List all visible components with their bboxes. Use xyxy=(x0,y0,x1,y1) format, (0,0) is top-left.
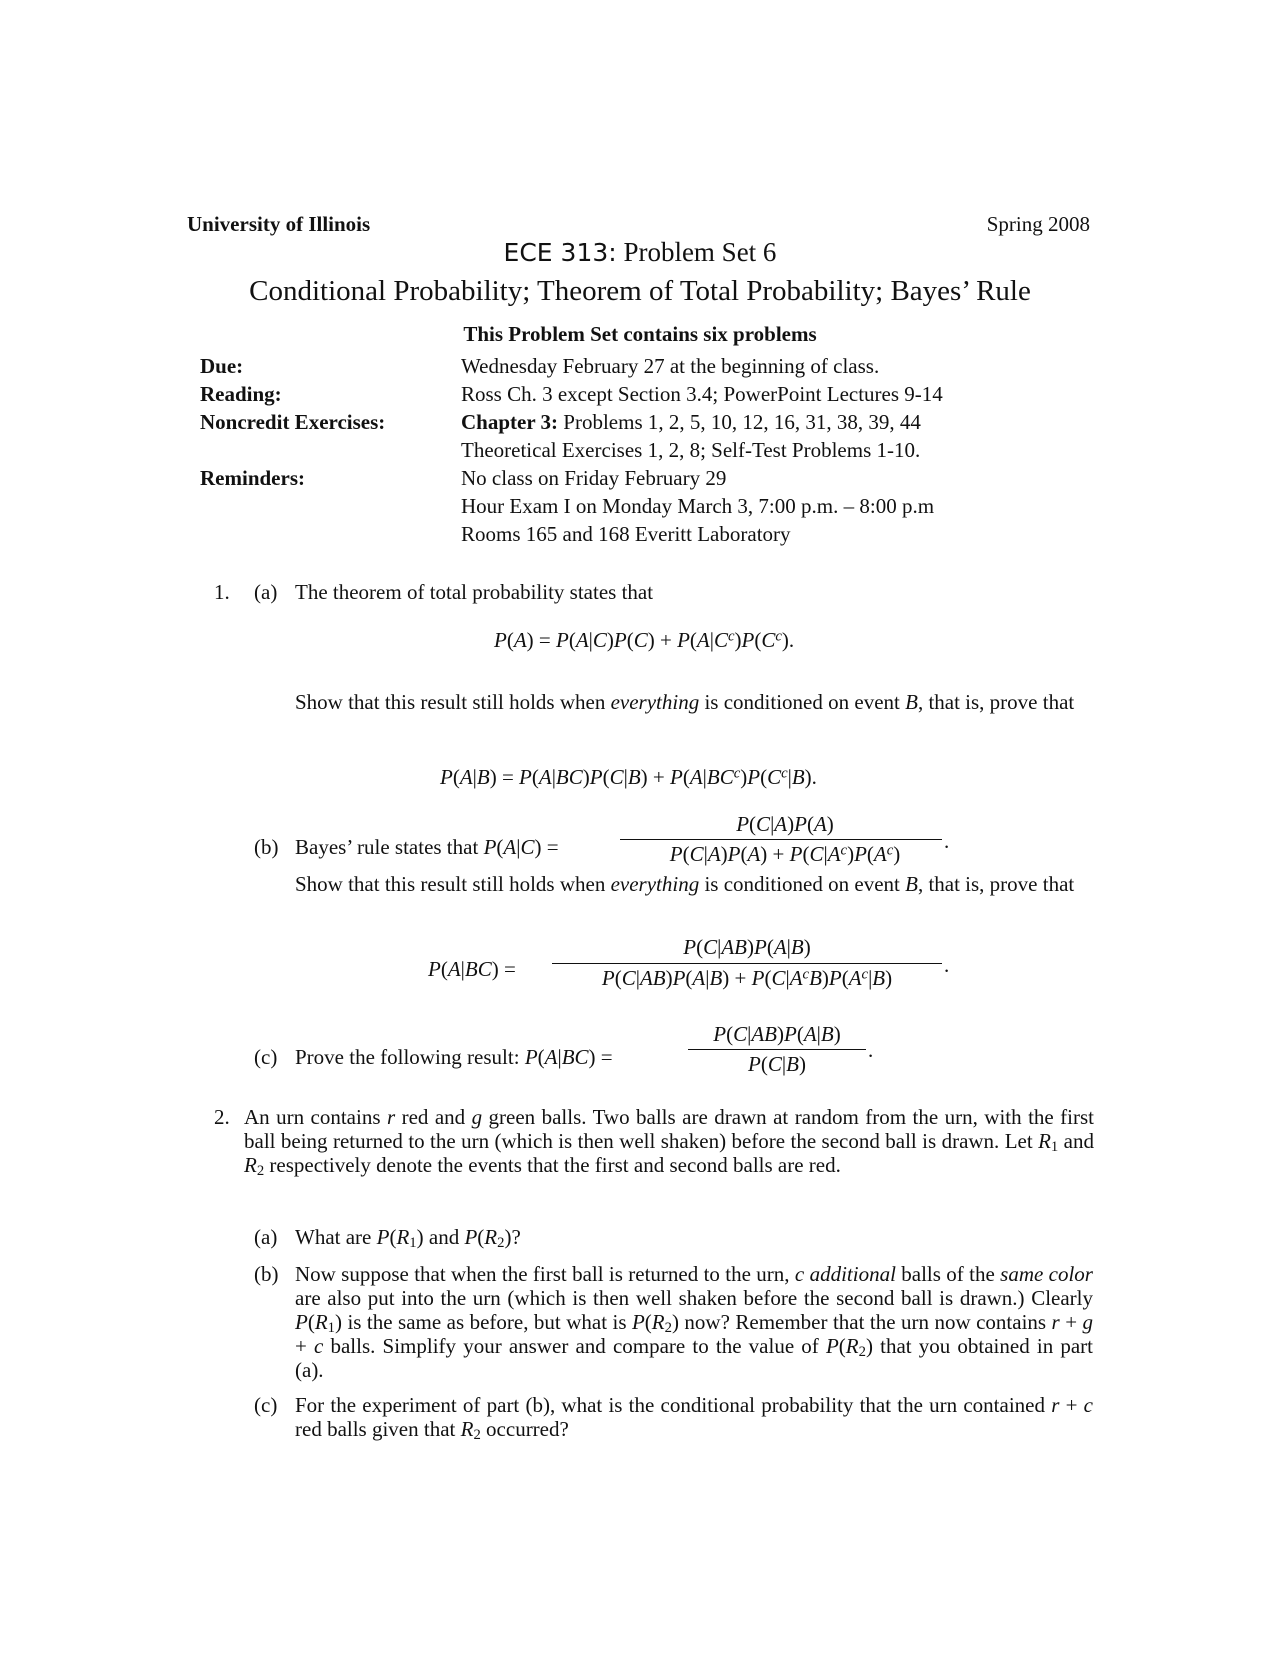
noncredit-value1: Problems 1, 2, 5, 10, 12, 16, 31, 38, 39, 44 xyxy=(563,410,921,434)
problem-2b-label: (b) xyxy=(254,1262,279,1286)
problem-1a-intro: The theorem of total probability states that xyxy=(295,580,654,604)
problem-1a-label: (a) xyxy=(254,580,278,604)
problem-2c-text: For the experiment of part (b), what is the conditional probability that the urn contained r + c red balls given that $R_2$ occurred? xyxy=(295,1393,1093,1443)
problem-1b-intro: Bayes’ rule states that xyxy=(295,835,479,859)
equation-conditional-bayes xyxy=(552,935,950,995)
reading-label: Reading: xyxy=(200,382,282,406)
noncredit-line1 xyxy=(461,410,921,434)
reminders-label: Reminders: xyxy=(200,466,305,490)
result-numerator: P(C|AB)P(A|B) xyxy=(713,1022,841,1046)
term: Spring 2008 xyxy=(986,212,1090,236)
noncredit-label: Noncredit Exercises: xyxy=(200,410,386,434)
equation-conditional-total-probability: $P(A|B) = P(A|BC)P(C|B) + P(A|BC^c)P(C^c|B)$. xyxy=(440,765,817,789)
problem-count: This Problem Set contains six problems xyxy=(463,322,817,346)
problem-1b-text: Show that this result still holds when everything is conditioned on event B, that is, prove that xyxy=(295,872,1075,896)
problem-2-number: 2. xyxy=(214,1105,230,1129)
problem-2a-label: (a) xyxy=(254,1225,278,1249)
result-period: . xyxy=(868,1038,874,1062)
noncredit-chapter: Chapter 3: xyxy=(461,410,559,434)
problem-1b-label: (b) xyxy=(254,835,279,859)
reminder-2: Hour Exam I on Monday March 3, 7:00 p.m. – 8:00 p.m xyxy=(461,494,935,518)
bayes-period: . xyxy=(944,829,950,853)
problem-2a-text: What are $P(R_1)$ and $P(R_2)$? xyxy=(295,1225,521,1251)
problem-1c-intro: Prove the following result: xyxy=(295,1045,520,1069)
equation-bayes-rule xyxy=(620,812,950,872)
conditional-bayes-denominator: $P(C|AB)P(A|B) + P(C|A^cB)P(A^c|B)$ xyxy=(601,966,893,990)
set-title: Problem Set 6 xyxy=(623,237,777,267)
bayes-denominator: $P(C|A)P(A) + P(C|A^c)P(A^c)$ xyxy=(669,842,901,866)
problem-2-text: An urn contains r red and g green balls. Two balls are drawn at random from the urn, with the first ball being returned to the urn (which is then well shaken) before the second ball is drawn. Let $R_1$ and $R_2$ respectively denote the events that the first and second balls are red. xyxy=(244,1105,1094,1179)
due-label: Due: xyxy=(200,354,244,378)
problem-2c-label: (c) xyxy=(254,1393,278,1417)
page-title xyxy=(0,237,1280,268)
problem-1b-lead: Bayes’ rule states that P(A|C) = xyxy=(295,835,559,859)
reading-value: Ross Ch. 3 except Section 3.4; PowerPoint Lectures 9-14 xyxy=(461,382,943,406)
result-denominator: P(C|B) xyxy=(748,1052,806,1076)
fraction-bar xyxy=(552,963,942,964)
subtitle: Conditional Probability; Theorem of Total Probability; Bayes’ Rule xyxy=(249,275,1031,307)
equation-total-probability: $P(A) = P(A|C)P(C) + P(A|C^c)P(C^c)$. xyxy=(494,628,795,652)
problem-1c-lead: Prove the following result: P(A|BC) = xyxy=(295,1045,613,1069)
institution: University of Illinois xyxy=(187,212,371,236)
reminder-3: Rooms 165 and 168 Everitt Laboratory xyxy=(461,522,791,546)
due-value: Wednesday February 27 at the beginning of class. xyxy=(461,354,880,378)
fraction-bar xyxy=(688,1049,866,1050)
conditional-bayes-period: . xyxy=(944,953,950,977)
equation-1c-result xyxy=(688,1022,873,1082)
fraction-bar xyxy=(620,839,942,840)
noncredit-value2: Theoretical Exercises 1, 2, 8; Self-Test Problems 1-10. xyxy=(461,438,921,462)
reminder-1: No class on Friday February 29 xyxy=(461,466,727,490)
problem-1a-text: Show that this result still holds when everything is conditioned on event B, that is, prove that xyxy=(295,690,1075,714)
bayes-numerator: P(C|A)P(A) xyxy=(736,812,834,836)
problem-1c-label: (c) xyxy=(254,1045,278,1069)
problem-1-number: 1. xyxy=(214,580,230,604)
problem-2b-text: Now suppose that when the first ball is returned to the urn, c additional balls of the same color are also put into the urn (which is then well shaken before the second ball is drawn.) Clearly $P(R_1)$ is the same as before, but what is $P(R_2)$ now? Remember that the urn now contains r + g + c balls. Simplify your answer and compare to the value of $P(R_2)$ that you obtained in part (a). xyxy=(295,1262,1094,1382)
conditional-bayes-numerator: P(C|AB)P(A|B) xyxy=(683,935,811,959)
equation-conditional-bayes-lhs: P(A|BC) = xyxy=(428,957,516,981)
course-code: ECE 313: xyxy=(503,238,617,267)
